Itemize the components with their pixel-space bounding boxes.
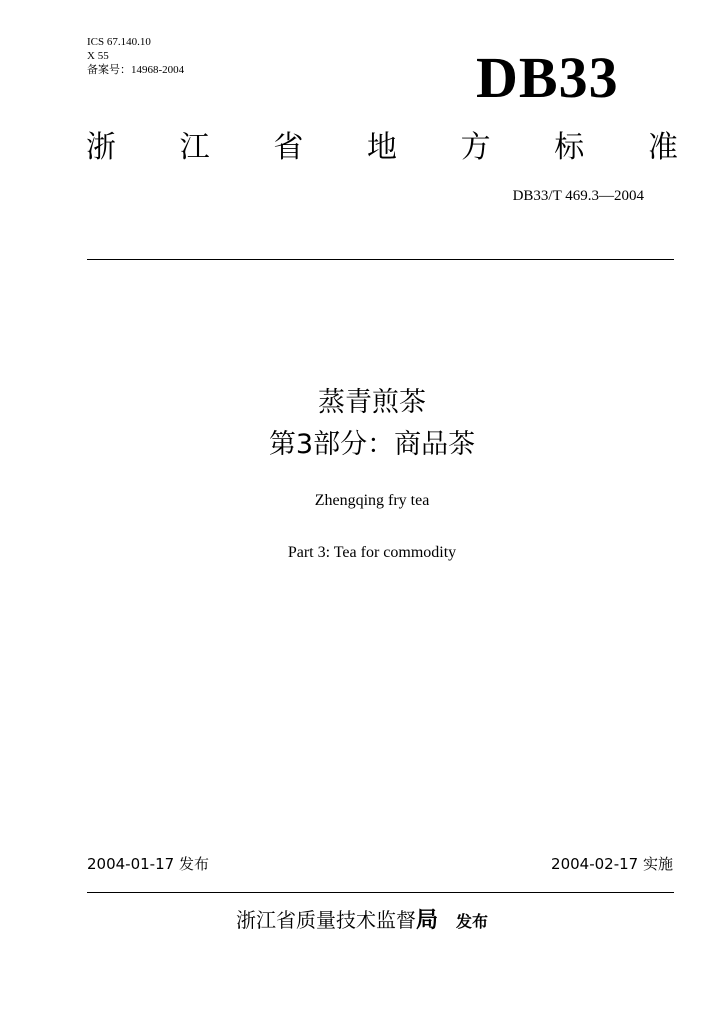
heading-char: 标 xyxy=(554,130,585,165)
bottom-divider xyxy=(87,892,674,893)
document-subtitle: 第3部分：商品茶 xyxy=(268,429,476,460)
top-divider xyxy=(87,259,674,260)
issue-date: 2004-01-17 发布 xyxy=(87,855,209,873)
db33-logo: DB33 xyxy=(476,45,619,110)
heading-char: 准 xyxy=(647,130,678,165)
classification-code: X 55 xyxy=(87,50,109,62)
heading-char: 省 xyxy=(273,130,304,165)
english-title: Zhengqing fry tea xyxy=(314,492,430,509)
publisher xyxy=(236,905,488,937)
standard-number: DB33/T 469.3—2004 xyxy=(512,188,644,204)
ics-code: ICS 67.140.10 xyxy=(87,36,151,48)
publish-action: 发布 xyxy=(456,912,489,931)
heading-char: 浙 xyxy=(86,130,116,165)
document-title: 蒸青煎茶 xyxy=(318,387,426,418)
heading-char: 江 xyxy=(179,130,210,165)
standard-type-heading xyxy=(86,126,678,170)
publisher-name: 浙江省质量技术监督 xyxy=(236,908,416,932)
publisher-name-suffix: 局 xyxy=(416,908,439,933)
document-metadata xyxy=(87,35,184,77)
record-number: 备案号：14968-2004 xyxy=(87,64,185,76)
heading-char: 方 xyxy=(460,130,491,165)
english-subtitle: Part 3: Tea for commodity xyxy=(287,544,457,561)
heading-char: 地 xyxy=(366,130,397,165)
implementation-date: 2004-02-17 实施 xyxy=(551,855,673,873)
